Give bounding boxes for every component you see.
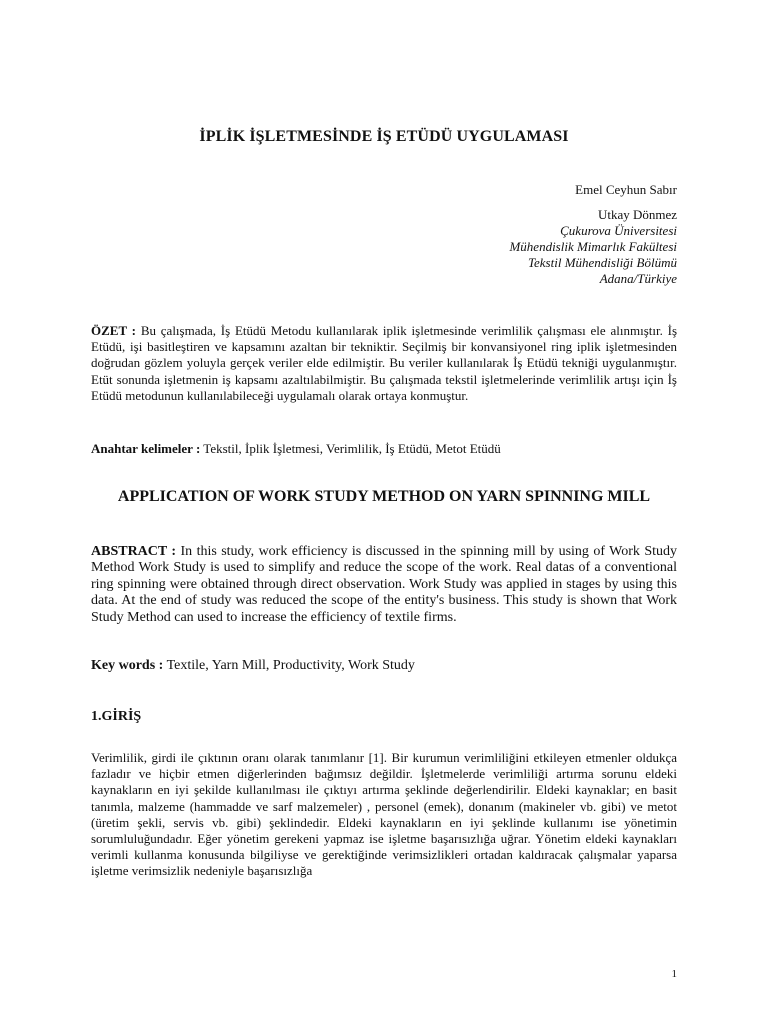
- abstract-text: In this study, work efficiency is discussed in the spinning mill by using of Work Study Method Work Study is used to simplify and reduce the scope of the work. Real datas of a conventional ring spinning were obtained through direct observation. Work Study was applied in stages by using this data. At the end of study was reduced the scope of the entity's business. This study is shown that Work Study Method can used to increase the efficiency of textile firms.: [91, 544, 677, 625]
- affiliation-department: Tekstil Mühendisliği Bölümü: [527, 255, 677, 270]
- section-heading-giris: 1.GİRİŞ: [91, 709, 142, 724]
- key-words: [91, 658, 415, 674]
- abstract-paragraph: [91, 544, 677, 626]
- page-number: 1: [671, 968, 677, 980]
- ozet-label: ÖZET :: [91, 323, 137, 338]
- author-block: [509, 182, 677, 287]
- anahtar-label: Anahtar kelimeler :: [91, 441, 201, 456]
- author-2: Utkay Dönmez: [597, 207, 677, 222]
- paper-title: İPLİK İŞLETMESİNDE İŞ ETÜDÜ UYGULAMASI: [199, 128, 569, 145]
- affiliation-location: Adana/Türkiye: [599, 271, 677, 286]
- keywords-label: Key words :: [91, 658, 164, 673]
- anahtar-kelimeler: [91, 441, 501, 457]
- ozet-paragraph: [91, 323, 677, 404]
- english-title: APPLICATION OF WORK STUDY METHOD ON YARN SPINNING MILL: [117, 488, 651, 505]
- anahtar-text: Tekstil, İplik İşletmesi, Verimlilik, İş Etüdü, Metot Etüdü: [203, 441, 501, 456]
- abstract-label: ABSTRACT :: [91, 544, 177, 559]
- keywords-text: Textile, Yarn Mill, Productivity, Work Study: [166, 658, 415, 673]
- affiliation-faculty: Mühendislik Mimarlık Fakültesi: [509, 239, 677, 254]
- giris-paragraph: Verimlilik, girdi ile çıktının oranı olarak tanımlanır [1]. Bir kurumun verimliliğini etkileyen etmenler oldukça fazladır ve hiçbir etmen diğerlerinden bağımsız değildir. İşletmelerde verimliliği artırma sorunu eldeki kaynakların en iyi şekilde kullanılması ile çıktıyı artırma şeklinde değerlendirilir. Eldeki kaynaklar; en basit tanımla, malzeme (hammadde ve sarf malzemeler) , personel (emek), donanım (makineler vb. gibi) ve metot (üretim şekli, servis vb. gibi) şeklindedir. Eldeki kaynakların en iyi şeklinde kullanımı ise yönetimin sorumluluğundadır. Eğer yönetim gerekeni yapmaz ise işletme başarısızlığa uğrar. Yönetim eldeki kaynakları verimli kullanma konusunda bilgiliyse ve gerektiğinde verimsizlikleri ortadan kaldıracak çalışmalar yaparsa işletme verimsizlik nedeniyle başarısızlığa: [91, 750, 677, 879]
- author-1: Emel Ceyhun Sabır: [575, 182, 677, 197]
- affiliation-university: Çukurova Üniversitesi: [560, 223, 677, 238]
- ozet-text: Bu çalışmada, İş Etüdü Metodu kullanılarak iplik işletmesinde verimlilik çalışması ele alınmıştır. İş Etüdü, işi basitleştiren ve kapsamını azaltan bir tekniktir. Seçilmiş bir konvansiyonel ring iplik işletmesinden doğrudan gözlem yoluyla gerçek veriler elde edilmiştir. Bu veriler kullanılarak İş Etüdü tekniği uygulanmıştır. Etüt sonunda işletmenin iş kapsamı azaltılabilmiştir. Bu çalışmada tekstil işletmelerinde verimlilik artışı için İş Etüdü metodunun kullanılabileceği uygulamalı olarak ortaya konmuştur.: [91, 323, 678, 403]
